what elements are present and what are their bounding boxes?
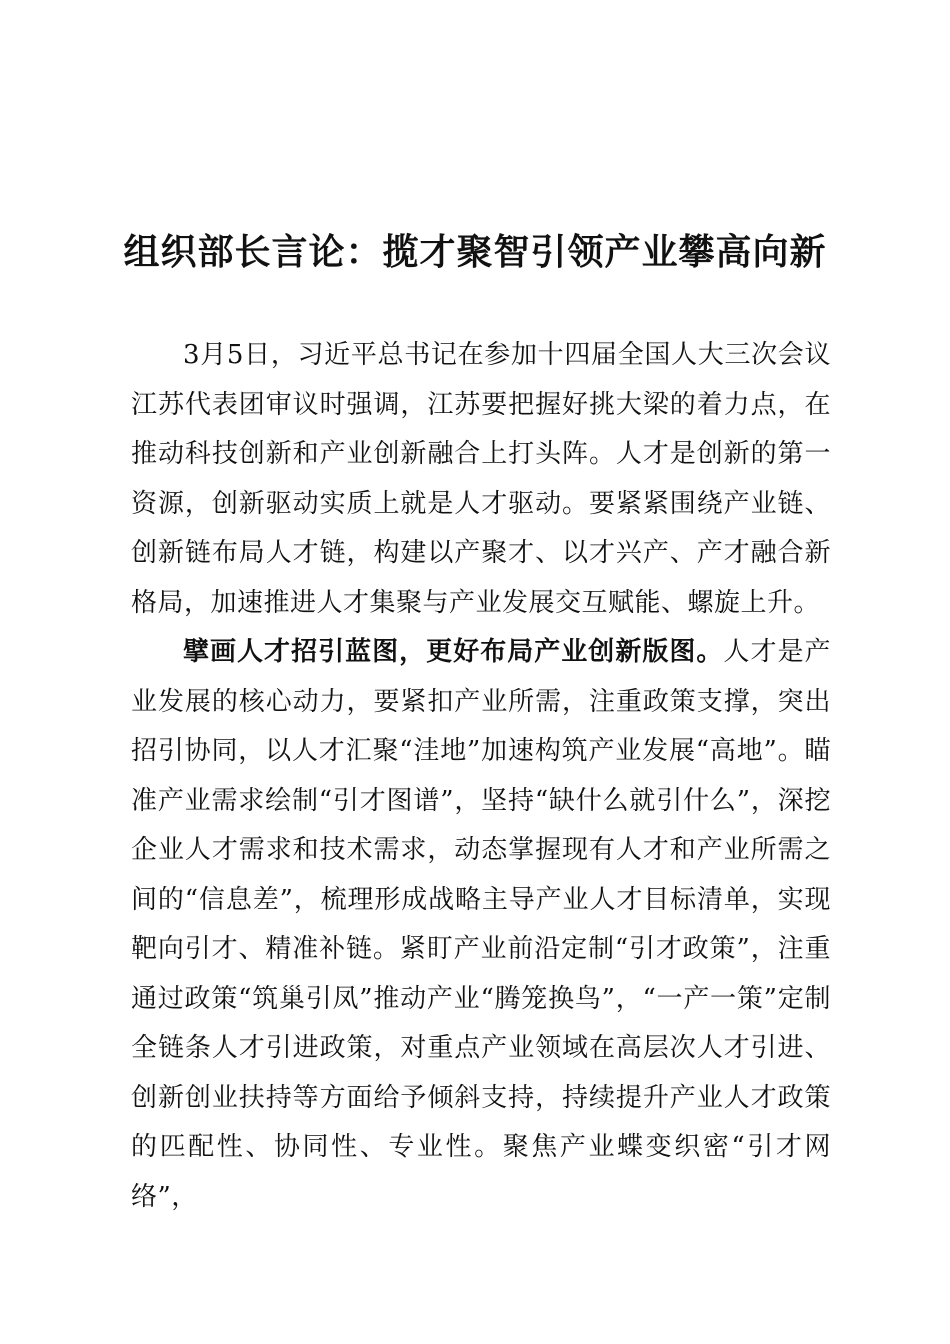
paragraph-1 [131, 331, 831, 628]
paragraph-1-text: 3月5日，习近平总书记在参加十四届全国人大三次会议江苏代表团审议时强调，江苏要把握好挑大梁的着力点，在推动科技创新和产业创新融合上打头阵。人才是创新的第一资源，创新驱动实质上就是人才驱动。要紧紧围绕产业链、创新链布局人才链，构建以产聚才、以才兴产、产才融合新格局，加速推进人才集聚与产业发展交互赋能、螺旋上升。 [131, 340, 831, 618]
paragraph-2-lead: 擘画人才招引蓝图，更好布局产业创新版图。 [183, 637, 724, 667]
paragraph-2 [131, 628, 831, 1222]
paragraph-2-text: 人才是产业发展的核心动力，要紧扣产业所需，注重政策支撑，突出招引协同，以人才汇聚“洼地”加速构筑产业发展“高地”。瞄准产业需求绘制“引才图谱”，坚持“缺什么就引什么”，深挖企业人才需求和技术需求，动态掌握现有人才和产业所需之间的“信息差”，梳理形成战略主导产业人才目标清单，实现靶向引才、精准补链。紧盯产业前沿定制“引才政策”，注重通过政策“筑巢引凤”推动产业“腾笼换鸟”，“一产一策”定制全链条人才引进政策，对重点产业领域在高层次人才引进、创新创业扶持等方面给予倾斜支持，持续提升产业人才政策的匹配性、协同性、专业性。聚焦产业蝶变织密“引才网络”， [131, 637, 831, 1212]
document-title: 组织部长言论：揽才聚智引领产业攀高向新 [123, 231, 827, 273]
document-body [131, 331, 831, 1222]
